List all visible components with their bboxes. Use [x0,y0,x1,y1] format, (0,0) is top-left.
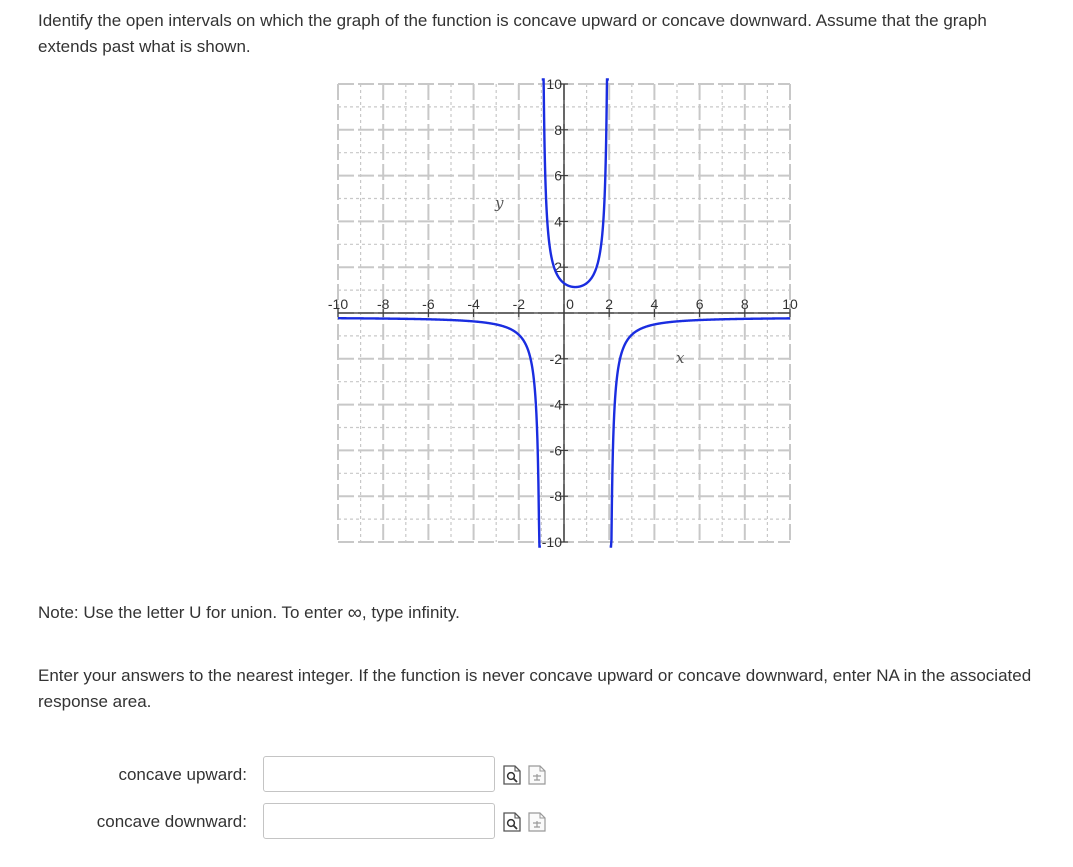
y-tick-label: -6 [549,442,562,459]
y-axis-label: y [495,194,504,212]
x-tick-label: 10 [782,296,798,312]
instructions-text: Enter your answers to the nearest integer. If the function is never concave upward or concave downward, enter NA in the associated response area. [38,666,1032,711]
preview-icon[interactable] [503,812,521,832]
y-tick-label: 10 [546,76,562,92]
infinity-symbol: ∞ [347,602,362,624]
x-tick-label: 6 [695,296,704,312]
x-tick-label: 8 [740,296,749,312]
x-tick-label: -8 [376,296,390,312]
concave-downward-input[interactable] [263,803,495,839]
y-tick-label: -8 [549,488,562,505]
y-tick-label: -2 [549,350,562,367]
y-tick-label: 6 [554,167,562,184]
note-text [38,601,460,625]
concave-downward-label: concave downward: [96,812,247,831]
x-tick-label: -10 [327,296,349,312]
note-prefix: Note: Use the letter U for union. To enter [38,603,348,622]
x-tick-label: 4 [650,296,659,312]
note-suffix: , type infinity. [361,603,460,622]
x-tick-label: 2 [605,296,614,312]
concave-upward-label: concave upward: [118,765,247,784]
curve-branch [542,79,609,287]
y-tick-label: 2 [554,259,562,276]
y-tick-label: 8 [554,121,562,138]
graph-svg [318,76,802,552]
x-tick-label: -2 [512,296,526,312]
y-tick-label: -10 [541,534,562,550]
concave-upward-input[interactable] [263,756,495,792]
y-tick-label: -4 [549,396,562,413]
preview-icon[interactable] [503,765,521,785]
help-icon[interactable] [528,765,546,785]
x-axis-label: x [676,349,685,367]
answer-row-concave-upward [0,756,600,794]
answer-row-concave-downward [0,803,600,841]
curve-branch [338,318,541,546]
help-icon[interactable] [528,812,546,832]
y-tick-label: 4 [554,213,562,230]
question-text: Identify the open intervals on which the graph of the function is concave upward or concave downward. Assume that the graph extends past what is shown. [38,11,987,56]
x-tick-label: -4 [467,296,480,312]
x-tick-label: -6 [422,296,435,312]
x-tick-label: 0 [566,296,574,312]
function-graph [318,76,802,552]
